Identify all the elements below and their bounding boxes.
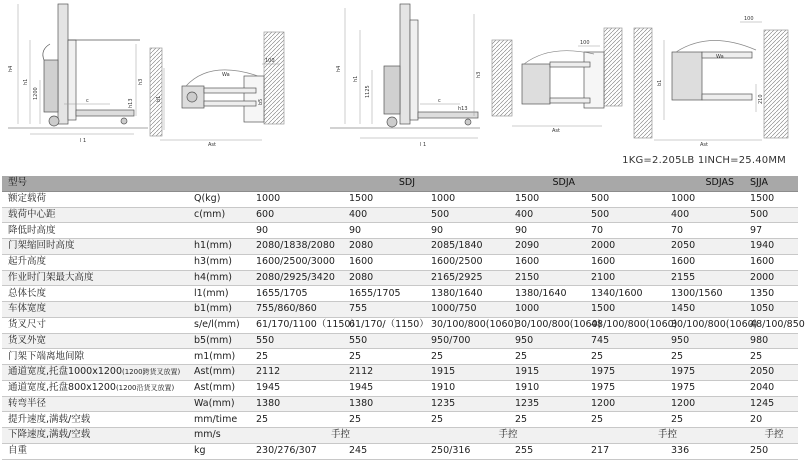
cell-value: 950/700 bbox=[425, 333, 509, 349]
cell-value: 25 bbox=[509, 412, 585, 428]
row-unit: b1(mm) bbox=[192, 302, 250, 318]
row-label: 总体长度 bbox=[2, 286, 192, 302]
sdj-plan-label-b5: b5 bbox=[258, 98, 264, 105]
cell-value: 1600 bbox=[509, 254, 585, 270]
table-row bbox=[2, 349, 798, 365]
table-row bbox=[2, 333, 798, 349]
sdj-label-h13: h13 bbox=[128, 98, 134, 108]
cell-value: 1600/2500/3000 bbox=[250, 254, 343, 270]
sjja-plan-label-b1: b1 bbox=[657, 79, 663, 86]
sdj-plan-label-ast: Ast bbox=[208, 142, 216, 148]
cell-value: 1050 bbox=[744, 302, 798, 318]
cell-value: 1300/1560 bbox=[665, 286, 744, 302]
sdj-label-1200: 1200 bbox=[33, 87, 39, 100]
cell-value: 1500 bbox=[343, 191, 425, 207]
row-unit bbox=[192, 223, 250, 239]
cell-value: 30/100/800(1060) bbox=[665, 317, 744, 333]
cell-value: 255 bbox=[509, 443, 585, 459]
cell-value: 1655/1705 bbox=[250, 286, 343, 302]
cell-value: 2085/1840 bbox=[425, 239, 509, 255]
cell-value: 600 bbox=[250, 207, 343, 223]
cell-value: 1000 bbox=[665, 191, 744, 207]
row-unit: l1(mm) bbox=[192, 286, 250, 302]
row-unit: Ast(mm) bbox=[192, 365, 250, 381]
row-label: 起升高度 bbox=[2, 254, 192, 270]
cell-value: 1600 bbox=[585, 254, 665, 270]
row-label: 提升速度,满载/空载 bbox=[2, 412, 192, 428]
sdja-label-h1: h1 bbox=[353, 75, 359, 82]
cell-value: 550 bbox=[250, 333, 343, 349]
cell-value: 1975 bbox=[585, 380, 665, 396]
cell-value: 336 bbox=[665, 443, 744, 459]
row-label: 转弯半径 bbox=[2, 396, 192, 412]
cell-value: 500 bbox=[585, 207, 665, 223]
cell-value: 2155 bbox=[665, 270, 744, 286]
cell-value: 手控 bbox=[425, 428, 585, 444]
cell-value: 245 bbox=[343, 443, 425, 459]
sdj-label-l1: l 1 bbox=[80, 138, 87, 144]
cell-value: 1380 bbox=[250, 396, 343, 412]
cell-value: 1380/1640 bbox=[425, 286, 509, 302]
cell-value: 1235 bbox=[425, 396, 509, 412]
header-label: 型号 bbox=[2, 176, 192, 191]
table-row bbox=[2, 365, 798, 381]
table-row bbox=[2, 270, 798, 286]
cell-value: 1910 bbox=[509, 380, 585, 396]
sdjas-plan-label-ast: Ast bbox=[552, 128, 560, 134]
row-unit: mm/time bbox=[192, 412, 250, 428]
sdja-label-h13: h13 bbox=[458, 106, 468, 112]
cell-value: 1975 bbox=[585, 365, 665, 381]
cell-value: 2112 bbox=[250, 365, 343, 381]
cell-value: 1945 bbox=[343, 380, 425, 396]
row-label: 载荷中心距 bbox=[2, 207, 192, 223]
row-unit: kg bbox=[192, 443, 250, 459]
cell-value: 500 bbox=[744, 207, 798, 223]
cell-value: 1245 bbox=[744, 396, 798, 412]
cell-value: 70 bbox=[665, 223, 744, 239]
row-unit: Ast(mm) bbox=[192, 380, 250, 396]
cell-value: 90 bbox=[509, 223, 585, 239]
cell-value: 1600 bbox=[744, 254, 798, 270]
cell-value: 25 bbox=[585, 412, 665, 428]
cell-value: 1975 bbox=[665, 365, 744, 381]
row-unit: h3(mm) bbox=[192, 254, 250, 270]
cell-value: 1235 bbox=[509, 396, 585, 412]
row-unit: s/e/l(mm) bbox=[192, 317, 250, 333]
table-row bbox=[2, 380, 798, 396]
cell-value: 2080 bbox=[343, 239, 425, 255]
cell-value: 2080/2925/3420 bbox=[250, 270, 343, 286]
sdja-label-h3: h3 bbox=[476, 71, 482, 78]
cell-value: 755/860/860 bbox=[250, 302, 343, 318]
cell-value: 25 bbox=[425, 412, 509, 428]
cell-value: 1910 bbox=[425, 380, 509, 396]
unit-conversion-note: 1KG=2.205LB 1INCH=25.40MM bbox=[622, 155, 786, 166]
cell-value: 950 bbox=[665, 333, 744, 349]
cell-value: 1915 bbox=[509, 365, 585, 381]
sjja-plan-label-wa: Wa bbox=[716, 54, 724, 60]
cell-value: 25 bbox=[425, 349, 509, 365]
sdjas-plan-view bbox=[492, 28, 622, 126]
cell-value: 手控 bbox=[250, 428, 425, 444]
cell-value: 48/100/850 bbox=[744, 317, 798, 333]
table-row bbox=[2, 223, 798, 239]
row-label: 货叉尺寸 bbox=[2, 317, 192, 333]
sdj-plan-view bbox=[150, 32, 284, 140]
sdj-label-c: c bbox=[86, 98, 89, 104]
cell-value: 25 bbox=[744, 349, 798, 365]
cell-value: 2000 bbox=[585, 239, 665, 255]
row-label: 车体宽度 bbox=[2, 302, 192, 318]
cell-value: 500 bbox=[425, 207, 509, 223]
sdja-label-h4: h4 bbox=[336, 65, 342, 72]
row-label: 门架缩回时高度 bbox=[2, 239, 192, 255]
cell-value: 2000 bbox=[744, 270, 798, 286]
cell-value: 400 bbox=[343, 207, 425, 223]
cell-value: 400 bbox=[665, 207, 744, 223]
cell-value: 70 bbox=[585, 223, 665, 239]
cell-value: 230/276/307 bbox=[250, 443, 343, 459]
spec-table bbox=[2, 176, 805, 460]
sdj-label-h4: h4 bbox=[8, 65, 14, 72]
cell-value: 25 bbox=[585, 349, 665, 365]
cell-value: 755 bbox=[343, 302, 425, 318]
cell-value: 1600 bbox=[665, 254, 744, 270]
cell-value: 2100 bbox=[585, 270, 665, 286]
cell-value: 1000 bbox=[250, 191, 343, 207]
row-unit: Wa(mm) bbox=[192, 396, 250, 412]
sdja-label-l1: l 1 bbox=[420, 142, 427, 148]
cell-value: 25 bbox=[250, 349, 343, 365]
cell-value: 2150 bbox=[509, 270, 585, 286]
table-row bbox=[2, 207, 798, 223]
sdj-side-view bbox=[8, 4, 148, 134]
cell-value: 950 bbox=[509, 333, 585, 349]
cell-value: 1600/2500 bbox=[425, 254, 509, 270]
sjja-plan-label-100: 100 bbox=[744, 16, 754, 22]
cell-value: 1380/1640 bbox=[509, 286, 585, 302]
cell-value: 500 bbox=[585, 191, 665, 207]
cell-value: 2050 bbox=[665, 239, 744, 255]
cell-value: 1380 bbox=[343, 396, 425, 412]
row-label: 通道宽度,托盘1000x1200(1200跨货叉放置) bbox=[2, 365, 192, 381]
row-label: 门架下端离地间隙 bbox=[2, 349, 192, 365]
cell-value: 980 bbox=[744, 333, 798, 349]
table-row bbox=[2, 396, 798, 412]
row-unit: b5(mm) bbox=[192, 333, 250, 349]
cell-value: 1600 bbox=[343, 254, 425, 270]
table-row-weight bbox=[2, 443, 798, 459]
table-row bbox=[2, 286, 798, 302]
cell-value: 1340/1600 bbox=[585, 286, 665, 302]
row-label-note: (1200沿货叉放置) bbox=[115, 384, 175, 393]
cell-value: 2080/1838/2080 bbox=[250, 239, 343, 255]
cell-value: 61/170/1100（1150） bbox=[250, 317, 343, 333]
cell-value: 48/100/800(1060) bbox=[585, 317, 665, 333]
cell-value: 1500 bbox=[509, 191, 585, 207]
row-unit: h4(mm) bbox=[192, 270, 250, 286]
table-row bbox=[2, 191, 798, 207]
cell-value: 25 bbox=[250, 412, 343, 428]
sdj-label-h1: h1 bbox=[23, 78, 29, 85]
cell-value: 97 bbox=[744, 223, 798, 239]
cell-value: 2080 bbox=[343, 270, 425, 286]
row-label: 作业时门架最大高度 bbox=[2, 270, 192, 286]
header-model-sdjas: SDJAS bbox=[585, 176, 744, 191]
cell-value: 20 bbox=[744, 412, 798, 428]
row-label: 降低时高度 bbox=[2, 223, 192, 239]
cell-value: 1915 bbox=[425, 365, 509, 381]
sdj-label-h3: h3 bbox=[138, 78, 144, 85]
row-unit: Q(kg) bbox=[192, 191, 250, 207]
cell-value: 217 bbox=[585, 443, 665, 459]
header-model-sdja: SDJA bbox=[425, 176, 585, 191]
cell-value: 1655/1705 bbox=[343, 286, 425, 302]
cell-value: 手控 bbox=[585, 428, 744, 444]
table-row-descent bbox=[2, 428, 798, 444]
cell-value: 1200 bbox=[585, 396, 665, 412]
row-label: 通道宽度,托盘800x1200(1200沿货叉放置) bbox=[2, 380, 192, 396]
table-row bbox=[2, 254, 798, 270]
cell-value: 2112 bbox=[343, 365, 425, 381]
row-label: 额定载荷 bbox=[2, 191, 192, 207]
cell-value: 1000 bbox=[509, 302, 585, 318]
sdja-label-1125: 1125 bbox=[365, 85, 371, 98]
cell-value: 90 bbox=[425, 223, 509, 239]
cell-value: 2090 bbox=[509, 239, 585, 255]
cell-value: 61/170/（1150） bbox=[343, 317, 425, 333]
cell-value: 90 bbox=[343, 223, 425, 239]
table-header-row bbox=[2, 176, 798, 191]
cell-value: 1350 bbox=[744, 286, 798, 302]
row-label: 下降速度,满载/空载 bbox=[2, 428, 192, 444]
cell-value: 550 bbox=[343, 333, 425, 349]
sdja-side-view bbox=[330, 4, 480, 138]
row-label-note: (1200跨货叉放置) bbox=[122, 368, 181, 377]
row-label: 货叉外宽 bbox=[2, 333, 192, 349]
cell-value: 25 bbox=[343, 349, 425, 365]
cell-value: 1500 bbox=[744, 191, 798, 207]
sdj-plan-label-b1: b1 bbox=[156, 95, 162, 102]
table-row bbox=[2, 412, 798, 428]
table-row bbox=[2, 239, 798, 255]
header-model-sdj: SDJ bbox=[250, 176, 425, 191]
sdja-label-c: c bbox=[438, 98, 441, 104]
sdj-plan-label-wa: Wa bbox=[222, 72, 230, 78]
row-unit: m1(mm) bbox=[192, 349, 250, 365]
cell-value: 745 bbox=[585, 333, 665, 349]
table-row bbox=[2, 302, 798, 318]
cell-value: 1500 bbox=[585, 302, 665, 318]
cell-value: 2050 bbox=[744, 365, 798, 381]
cell-value: 1000/750 bbox=[425, 302, 509, 318]
cell-value: 90 bbox=[250, 223, 343, 239]
sjja-plan-label-ast: Ast bbox=[700, 142, 708, 148]
technical-drawings bbox=[0, 0, 800, 150]
cell-value: 1940 bbox=[744, 239, 798, 255]
cell-value: 30/100/800(1060) bbox=[425, 317, 509, 333]
cell-value: 250/316 bbox=[425, 443, 509, 459]
row-label: 自重 bbox=[2, 443, 192, 459]
cell-value: 1000 bbox=[425, 191, 509, 207]
cell-value: 1945 bbox=[250, 380, 343, 396]
cell-value: 1975 bbox=[665, 380, 744, 396]
header-model-sjja: SJJA bbox=[744, 176, 798, 191]
table-row bbox=[2, 317, 798, 333]
cell-value: 30/100/800(1060) bbox=[509, 317, 585, 333]
cell-value: 25 bbox=[343, 412, 425, 428]
sdj-plan-label-100: 100 bbox=[265, 58, 275, 64]
row-unit: h1(mm) bbox=[192, 239, 250, 255]
cell-value: 2165/2925 bbox=[425, 270, 509, 286]
cell-value: 25 bbox=[665, 349, 744, 365]
sdjas-plan-label-100: 100 bbox=[580, 40, 590, 46]
cell-value: 1200 bbox=[665, 396, 744, 412]
row-unit: c(mm) bbox=[192, 207, 250, 223]
cell-value: 2040 bbox=[744, 380, 798, 396]
cell-value: 25 bbox=[509, 349, 585, 365]
cell-value: 1450 bbox=[665, 302, 744, 318]
cell-value: 250 bbox=[744, 443, 798, 459]
cell-value: 400 bbox=[509, 207, 585, 223]
sjja-plan-label-210: 210 bbox=[758, 94, 764, 104]
cell-value: 手控 bbox=[744, 428, 798, 444]
cell-value: 25 bbox=[665, 412, 744, 428]
row-unit: mm/s bbox=[192, 428, 250, 444]
